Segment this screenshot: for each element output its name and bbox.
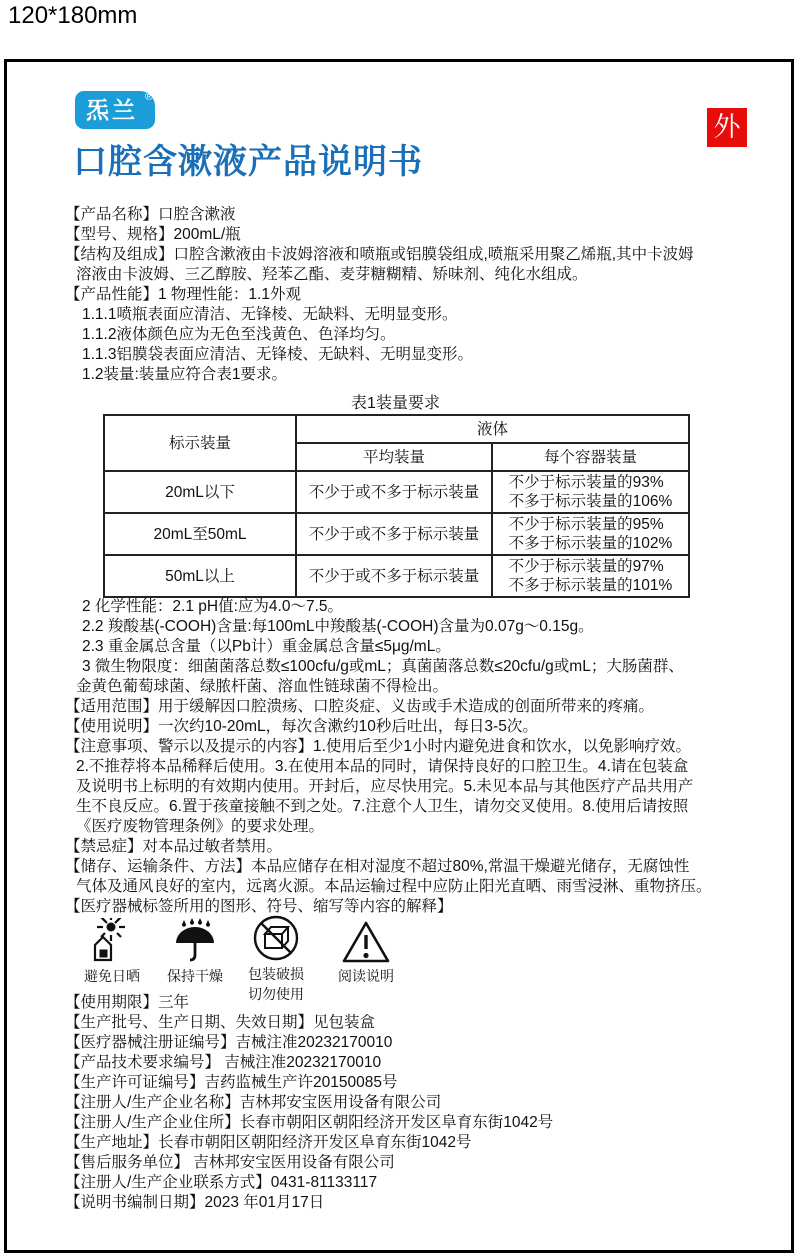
- doc-line: 【注册人/生产企业联系方式】0431-81133117: [65, 1174, 378, 1191]
- cell-label: 50mL以上: [104, 555, 296, 597]
- table-header-per-container: 每个容器装量: [492, 443, 689, 471]
- doc-line: 气体及通风良好的室内，远离火源。本品运输过程中应防止阳光直晒、雨雪浸淋、重物挤压。: [76, 878, 712, 895]
- doc-line: 1.1.1喷瓶表面应清洁、无锋棱、无缺料、无明显变形。: [82, 306, 458, 323]
- cell-average: 不少于或不多于标示装量: [296, 471, 492, 513]
- doc-line: 【说明书编制日期】2023 年01月17日: [65, 1194, 325, 1211]
- doc-line: 1.2装量:装量应符合表1要求。: [82, 366, 287, 383]
- table-row: [104, 555, 689, 597]
- doc-line: 金黄色葡萄球菌、绿脓杆菌、溶血性链球菌不得检出。: [76, 678, 449, 695]
- sheet-size-label: 120*180mm: [8, 2, 138, 29]
- doc-line: 【注册人/生产企业住所】长春市朝阳区朝阳经济开发区阜育东街1042号: [65, 1114, 554, 1131]
- symbol-label: 阅读说明: [338, 968, 394, 984]
- section-middle: [65, 597, 755, 917]
- symbol-avoid-sunlight: [69, 918, 155, 984]
- doc-line: 【医疗器械注册证编号】吉械注准20232170010: [65, 1034, 393, 1051]
- package-damaged-icon: [252, 916, 300, 962]
- symbol-label: 保持干燥: [167, 968, 223, 984]
- doc-line: 【生产许可证编号】吉药监械生产许20150085号: [65, 1074, 398, 1091]
- doc-line: 1.1.2液体颜色应为无色至浅黄色、色泽均匀。: [82, 326, 396, 343]
- fill-volume-table-wrap: [103, 414, 688, 598]
- cell-per-container: [492, 471, 689, 513]
- doc-line: 2.3 重金属总含量（以Pb计）重金属总含量≤5μg/mL。: [82, 638, 451, 655]
- doc-line: 【使用期限】三年: [65, 994, 190, 1011]
- doc-line: 生不良反应。6.置于孩童接触不到之处。7.注意个人卫生，请勿交叉使用。8.使用后请按照: [76, 798, 689, 815]
- symbol-package-damaged: [233, 916, 319, 1002]
- doc-line: 【型号、规格】200mL/瓶: [65, 226, 241, 243]
- table-row: [104, 471, 689, 513]
- table-row: [104, 513, 689, 555]
- symbol-label: 切勿使用: [248, 986, 304, 1002]
- outer-mark-badge: 外: [707, 108, 747, 147]
- table-header-average: 平均装量: [296, 443, 492, 471]
- table-header-labeled-volume: 标示装量: [104, 415, 296, 471]
- doc-line: 【产品性能】1 物理性能：1.1外观: [65, 286, 301, 303]
- doc-line: 【产品技术要求编号】 吉械注准20232170010: [65, 1054, 382, 1071]
- table-header-liquid: 液体: [296, 415, 689, 443]
- keep-dry-icon: [173, 918, 217, 964]
- leaflet-frame: [4, 59, 794, 1253]
- section-bottom: [65, 993, 755, 1213]
- doc-line: 【生产批号、生产日期、失效日期】见包装盒: [65, 1014, 376, 1031]
- fill-volume-table: [103, 414, 690, 598]
- doc-line: 2.不推荐将本品稀释后使用。3.在使用本品的同时，请保持良好的口腔卫生。4.请在包装盒: [76, 758, 689, 775]
- read-instructions-icon: [342, 918, 390, 964]
- doc-line: 1.1.3铝膜袋表面应清洁、无锋棱、无缺料、无明显变形。: [82, 346, 473, 363]
- doc-line: 溶液由卡波姆、三乙醇胺、羟苯乙酯、麦芽糖糊精、矫味剂、纯化水组成。: [76, 266, 588, 283]
- symbols-row: [7, 918, 790, 1002]
- cell-label: 20mL以下: [104, 471, 296, 513]
- cell-line: 不少于标示装量的93%: [508, 474, 664, 491]
- cell-label: 20mL至50mL: [104, 513, 296, 555]
- cell-line: 不多于标示装量的106%: [508, 493, 673, 510]
- doc-line: 【使用说明】一次约10-20mL，每次含漱约10秒后吐出，每日3-5次。: [65, 718, 538, 735]
- symbol-keep-dry: [152, 918, 238, 984]
- doc-line: 《医疗废物管理条例》的要求处理。: [76, 818, 325, 835]
- brand-name: 炁兰: [86, 97, 138, 123]
- cell-per-container: [492, 513, 689, 555]
- section-top: [65, 205, 755, 385]
- brand-logo: [75, 91, 155, 129]
- doc-line: 【注册人/生产企业名称】吉林邦安宝医用设备有限公司: [65, 1094, 442, 1111]
- doc-line: 【储存、运输条件、方法】本品应储存在相对湿度不超过80%,常温干燥避光储存，无腐蚀性: [65, 858, 690, 875]
- leaflet-inner: [7, 62, 791, 1250]
- cell-line: 不少于标示装量的97%: [508, 558, 664, 575]
- cell-line: 不多于标示装量的102%: [508, 535, 673, 552]
- symbol-read-instructions: [323, 918, 409, 984]
- table-caption: 表1装量要求: [351, 395, 440, 412]
- cell-per-container: [492, 555, 689, 597]
- page-title: 口腔含漱液产品说明书: [73, 143, 423, 181]
- doc-line: 及说明书上标明的有效期内使用。开封后，应尽快用完。5.未见本品与其他医疗产品共用产: [76, 778, 694, 795]
- symbol-label: 避免日晒: [84, 968, 140, 984]
- cell-average: 不少于或不多于标示装量: [296, 555, 492, 597]
- doc-line: 【售后服务单位】 吉林邦安宝医用设备有限公司: [65, 1154, 395, 1171]
- doc-line: 【结构及组成】口腔含漱液由卡波姆溶液和喷瓶或铝膜袋组成,喷瓶采用聚乙烯瓶,其中卡波姆: [65, 246, 694, 263]
- doc-line: 3 微生物限度：细菌菌落总数≤100cfu/g或mL；真菌菌落总数≤20cfu/g或mL；大肠菌群、: [82, 658, 684, 675]
- doc-line: 【注意事项、警示以及提示的内容】1.使用后至少1小时内避免进食和饮水，以免影响疗效。: [65, 738, 692, 755]
- doc-line: 【适用范围】用于缓解因口腔溃疡、口腔炎症、义齿或手术造成的创面所带来的疼痛。: [65, 698, 655, 715]
- doc-line: 【产品名称】口腔含漱液: [65, 206, 236, 223]
- avoid-sunlight-icon: [90, 918, 134, 964]
- cell-line: 不多于标示装量的101%: [508, 577, 673, 594]
- symbol-label: 包装破损: [248, 966, 304, 982]
- doc-line: 【生产地址】长春市朝阳区朝阳经济开发区阜育东街1042号: [65, 1134, 472, 1151]
- doc-line: 【医疗器械标签所用的图形、符号、缩写等内容的解释】: [65, 898, 453, 915]
- cell-line: 不少于标示装量的95%: [508, 516, 664, 533]
- registered-trademark-icon: ®: [144, 91, 153, 103]
- cell-average: 不少于或不多于标示装量: [296, 513, 492, 555]
- doc-line: 2 化学性能：2.1 pH值:应为4.0～7.5。: [82, 598, 343, 615]
- doc-line: 【禁忌症】对本品过敏者禁用。: [65, 838, 283, 855]
- doc-line: 2.2 羧酸基(-COOH)含量:每100mL中羧酸基(-COOH)含量为0.07g～0.15g。: [82, 618, 594, 635]
